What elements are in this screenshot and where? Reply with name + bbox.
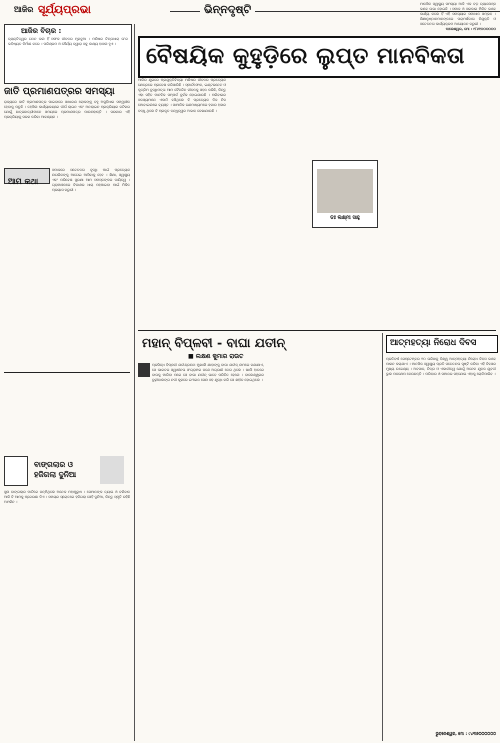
author-photo (317, 169, 373, 213)
ama-katha-body: ସମାଜରେ ସଚେତନତା ବୃଦ୍ଧି ପାଇଁ ପ୍ରତ୍ୟେକ ନାଗରିକଙ୍କୁ ଆଗେଇ ଆସିବାକୁ ହେବ । ଶିକ୍ଷା, ସ୍ୱାସ୍ଥ୍ୟ ଏବଂ ପରିବେଶ ସୁରକ୍ଷା ଆମ ସମସ୍ତଙ୍କର ଦାୟିତ୍ୱ । ଗ୍ରାମାଞ୍ଚଳରେ ବିକାଶର ଧାରା ପହଞ୍ଚାଇବା ପାଇଁ ମିଳିତ ପ୍ରୟାସ ଜରୁରୀ । (52, 168, 130, 193)
third-headline-box (386, 335, 498, 353)
main-headline: ବୈଷୟିକ କୁହୁଡ଼ିରେ ଲୁପ୍ତ ମାନବିକତା (146, 44, 465, 69)
poem-block (4, 456, 132, 741)
right-column-upper (420, 2, 496, 32)
left-column (4, 24, 132, 454)
third-article-footer: ଭୁବନେଶ୍ୱର, ମୋ : ୯୪୩୭୦୦୦୦୦୦ (435, 731, 496, 736)
column-rule-1 (134, 24, 135, 741)
logo-small: ଆଜିର (14, 5, 34, 14)
main-headline-box (138, 36, 500, 78)
main-article-col3 (312, 78, 376, 158)
column-rule-2 (382, 333, 383, 741)
main-article-col3b (312, 230, 376, 328)
ama-katha-body-left (4, 186, 48, 368)
left-divider (4, 372, 130, 373)
right-column-body: ମାନସିକ ସ୍ୱାସ୍ଥ୍ୟ ସମସ୍ୟା ଆଜି ଏକ ବଡ଼ ଚ୍ୟାଲେଞ୍ଜ ଭାବେ ଉଭା ହୋଇଛି । ସମାଜ ଓ ସରକାର ମିଳିତ ଭାବେ କାର୍ଯ୍ୟ କଲେ ହିଁ ଏହି ସମସ୍ୟାର ସମାଧାନ ସମ୍ଭବ । ଶିକ୍ଷାନୁଷ୍ଠାନମାନଙ୍କରେ ପରାମର୍ଶଦାତା ନିଯୁକ୍ତି ଓ ସଚେତନତା କାର୍ଯ୍ୟକ୍ରମ ଆୟୋଜନ ଜରୁରୀ । (420, 2, 496, 26)
right-column-footer: ବାଲେଶ୍ୱର, ମୋ : ୯୮୬୧୦୦୦୦୦୦ (445, 27, 496, 31)
section-rule (138, 330, 496, 331)
third-article (386, 333, 496, 741)
left-body-lower (4, 376, 130, 452)
author-caption: ଡଃ ଲକ୍ଷ୍ମୀ ସାହୁ (330, 215, 360, 221)
thought-box (4, 24, 132, 84)
main-article-col2 (230, 78, 308, 328)
poem-author-photo (100, 456, 124, 484)
poem-title: ବାଙ୍ଗଲାର ଓ ହଜିଗଲା ଦୁନିଆ (34, 460, 77, 479)
author-photo-box (312, 160, 378, 228)
third-article-body: ପ୍ରତିବର୍ଷ ସେପ୍ଟେମ୍ବର ୧୦ ତାରିଖକୁ ବିଶ୍ୱ ଆତ୍ମହତ୍ୟା ନିରୋଧ ଦିବସ ଭାବେ ପାଳନ କରାଯାଏ । ମାନସିକ ସ୍ୱାସ୍ଥ୍ୟ ପ୍ରତି ସଚେତନତା ସୃଷ୍ଟି କରିବା ଏହି ଦିବସର ମୁଖ୍ୟ ଉଦ୍ଦେଶ୍ୟ । ଅବସାଦ, ଚିନ୍ତା ଓ ଏକାକୀତ୍ୱ ଯୋଗୁଁ ଅନେକ ଯୁବକ ଯୁବତୀ ଭୁଲ ପଦକ୍ଷେପ ନେଉଛନ୍ତି । ପରିବାର ଓ ସମାଜର ସହଯୋଗ ଏହାକୁ ରୋକିପାରିବ । (386, 357, 496, 377)
article1-body: ରାଜ୍ୟରେ ଜାତି ପ୍ରମାଣପତ୍ର ପାଇବାରେ ସାଧାରଣ ଲୋକଙ୍କୁ ବହୁ ଅସୁବିଧାର ସମ୍ମୁଖୀନ ହେବାକୁ ପଡୁଛି । ତହସିଲ କାର୍ଯ୍ୟାଳୟରେ ଦୀର୍ଘ ଲାଇନ ଏବଂ ଅନଲାଇନ ପ୍ରକ୍ରିୟାର ଜଟିଳତା ଯୋଗୁଁ ଛାତ୍ରଛାତ୍ରୀମାନେ ସମୟରେ ପ୍ରମାଣପତ୍ର ପାଉନାହାନ୍ତି । ସରକାର ଏହି ପ୍ରକ୍ରିୟାକୁ ସରଳ କରିବା ଆବଶ୍ୟକ । (4, 100, 130, 120)
poem-body: ସୁନା ବାଙ୍ଗଲାର ମାଟିରେ ଜନ୍ମିଥିଲେ ଅନେକ ମହାପୁରୁଷ । ସେମାନଙ୍କ ତ୍ୟାଗ ଓ ବଳିଦାନ ଆଜି ବି ଆମକୁ ପ୍ରେରଣା ଦିଏ । ସମୟର ସ୍ରୋତରେ ହଜିଗଲା ସେହି ଦୁନିଆ, କିନ୍ତୁ ସ୍ମୃତି ରହିଛି ଅମଳିନ । (4, 490, 130, 505)
brand-name: ସୂର୍ଯ୍ୟପ୍ରଭା (38, 3, 91, 16)
second-headline: ମହାନ୍ ବିପ୍ଳବୀ - ବାଘା ଯତୀନ୍ (142, 335, 286, 350)
thought-header: ଆଜିର ବିଚାର : (21, 27, 62, 35)
dropcap-box (138, 363, 150, 377)
thought-text: ବ୍ୟକ୍ତିତ୍ୱର ଗଠନ ଭଲ ହିଁ ସଫଳ ଜୀବନର ମୂଳଦୁଆ । ମଣିଷର ଚିନ୍ତାଧାରା ତା'ର ଭବିଷ୍ୟତ ନିର୍ମାଣ କରେ । ପରିଶ୍ରମ ଓ ଧୈର୍ଯ୍ୟ ଦ୍ୱାରା ସବୁ ଲକ୍ଷ୍ୟ ହାସଲ ହୁଏ । (8, 37, 128, 47)
main-article-col1: ଆଜିର ଯୁଗରେ ପ୍ରଯୁକ୍ତିବିଦ୍ୟା ମଣିଷର ଜୀବନର ପ୍ରତ୍ୟେକ କ୍ଷେତ୍ରରେ ପ୍ରବେଶ କରିସାରିଛି । ସ୍ମାର୍ଟଫୋନ, ଇଣ୍ଟରନେଟ ଓ କୃତ୍ରିମ ବୁଦ୍ଧିମତ୍ତା ଆମ ଦୈନନ୍ଦିନ ଜୀବନକୁ ସହଜ କରିଛି, କିନ୍ତୁ ଏହା ସହିତ ମାନବିକ ସମ୍ପର୍କ ଦୁର୍ବଳ ହୋଇଯାଉଛି । ପରିବାରର ସଦସ୍ୟମାନେ ଏକାଠି ବସିଥିଲେ ବି ପ୍ରତ୍ୟେକ ନିଜ ନିଜ ମୋବାଇଲରେ ବ୍ୟସ୍ତ । ସାମାଜିକ ଗଣମାଧ୍ୟମରେ ହଜାର ହଜାର ବନ୍ଧୁ ଥିଲେ ବି ପ୍ରକୃତ ବନ୍ଧୁତ୍ୱର ଅଭାବ ଦେଖାଯାଉଛି । (138, 78, 226, 113)
main-article-col4 (380, 78, 496, 328)
article1-title: ଜାତି ପ୍ରମାଣପତ୍ରର ସମସ୍ୟା (4, 86, 115, 97)
second-byline: ■ ଲକ୍ଷଣ କୁମାର ରାଉତ (188, 353, 244, 360)
second-article-body-col2 (268, 363, 378, 739)
section-title: ଭିନ୍ନଦୃଷ୍ଟି (200, 3, 255, 17)
second-article-body: ପ୍ରସିଦ୍ଧ ବିପ୍ଳବୀ ଯତୀନ୍ଦ୍ରନାଥ ମୁଖାର୍ଜୀ ଯାହାଙ୍କୁ ବାଘା ଯତୀନ୍ ନାମରେ ଜଣାଯାଏ, ସେ ଭାରତର ସ୍ୱାଧୀନତା ସଂଗ୍ରାମର ଜଣେ ଅଗ୍ରଣୀ ନେତା ଥିଲେ । ଖାଲି ହାତରେ ବାଘକୁ ମାରିବା ପରେ ସେ ବାଘା ଯତୀନ୍ ଭାବେ ପରିଚିତ ହେଲେ । ବାଲେଶ୍ୱରର ବୁଢ଼ୀବାଲଙ୍ଗ ନଦୀ କୂଳରେ ଇଂରେଜ ସେନା ସହ ଯୁଦ୍ଧ କରି ସେ ଶହୀଦ ହୋଇଥିଲେ । (152, 363, 264, 383)
third-headline: ଆତ୍ମହତ୍ୟା ନିରୋଧ ଦିବସ (390, 338, 477, 348)
ama-katha-title: ଆମ କଥା (8, 177, 39, 186)
ama-katha-label (4, 168, 50, 184)
second-article (138, 333, 380, 741)
poem-icon-box (4, 456, 28, 486)
